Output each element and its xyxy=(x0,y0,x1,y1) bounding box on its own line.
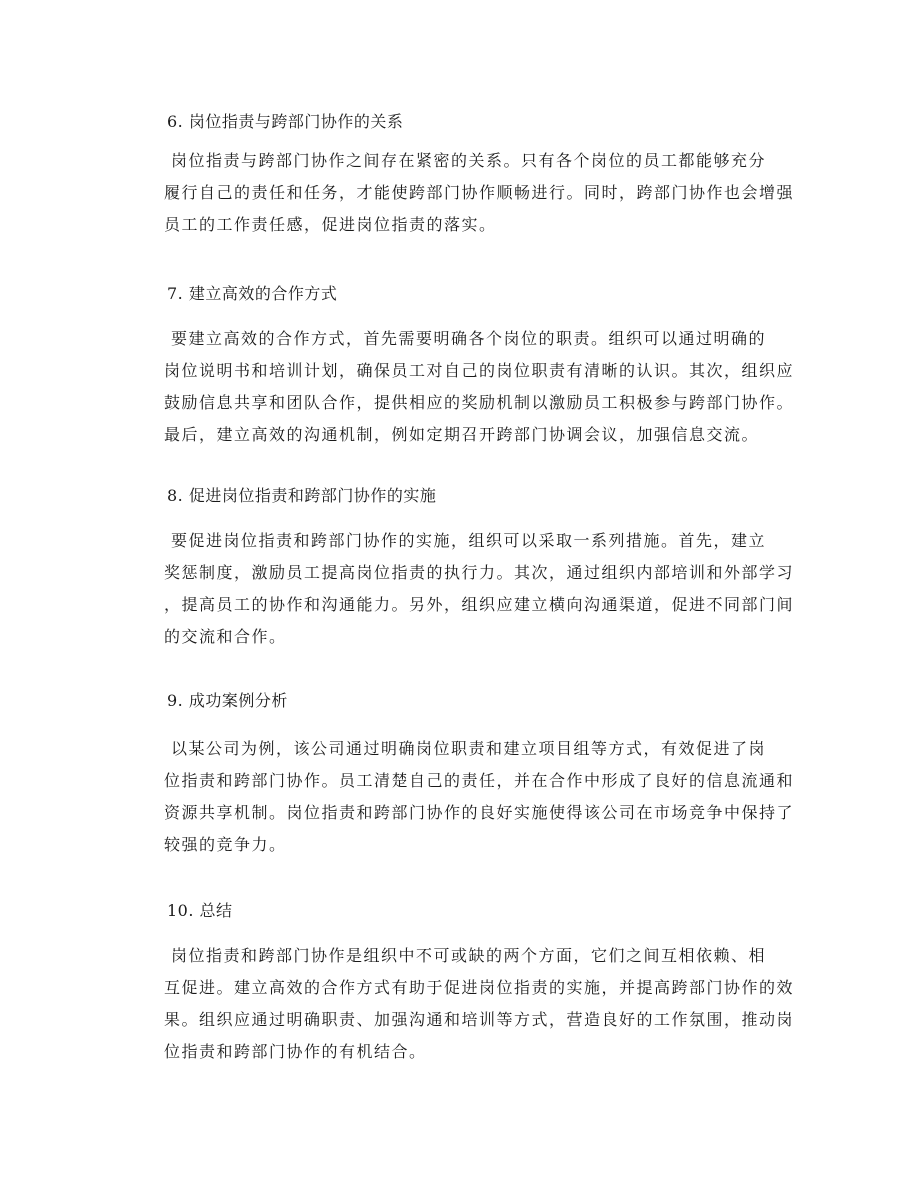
section-heading: 7. 建立高效的合作方式 xyxy=(167,284,338,303)
section-paragraph xyxy=(164,940,795,1068)
section-heading: 8. 促进岗位指责和跨部门协作的实施 xyxy=(167,486,437,505)
paragraph-line: ，提高员工的协作和沟通能力。另外，组织应建立横向沟通渠道，促进不同部门间 xyxy=(164,595,795,614)
section-10-body xyxy=(164,940,795,1068)
paragraph-line: 最后，建立高效的沟通机制，例如定期召开跨部门协调会议，加强信息交流。 xyxy=(164,425,760,444)
paragraph-line: 员工的工作责任感，促进岗位指责的落实。 xyxy=(164,215,497,234)
paragraph-line: 较强的竞争力。 xyxy=(164,835,287,854)
section-6 xyxy=(167,111,794,133)
paragraph-line: 以某公司为例，该公司通过明确岗位职责和建立项目组等方式，有效促进了岗 xyxy=(171,739,767,758)
section-paragraph xyxy=(164,733,795,861)
paragraph-line: 资源共享机制。岗位指责和跨部门协作的良好实施使得该公司在市场竞争中保持了 xyxy=(164,803,795,822)
paragraph-line: 鼓励信息共享和团队合作，提供相应的奖励机制以激励员工积极参与跨部门协作。 xyxy=(164,393,795,412)
section-10 xyxy=(167,900,794,922)
paragraph-line: 位指责和跨部门协作。员工清楚自己的责任，并在合作中形成了良好的信息流通和 xyxy=(164,771,795,790)
section-heading: 6. 岗位指责与跨部门协作的关系 xyxy=(167,112,404,131)
paragraph-line: 岗位指责与跨部门协作之间存在紧密的关系。只有各个岗位的员工都能够充分 xyxy=(171,151,767,170)
paragraph-line: 位指责和跨部门协作的有机结合。 xyxy=(164,1042,427,1061)
section-paragraph xyxy=(164,323,795,451)
paragraph-line: 岗位说明书和培训计划，确保员工对自己的岗位职责有清晰的认识。其次，组织应 xyxy=(164,361,795,380)
section-heading: 9. 成功案例分析 xyxy=(167,691,288,710)
section-7-body xyxy=(164,323,795,451)
section-8-body xyxy=(164,525,795,653)
section-6-body xyxy=(164,145,795,241)
paragraph-line: 履行自己的责任和任务，才能使跨部门协作顺畅进行。同时，跨部门协作也会增强 xyxy=(164,183,795,202)
section-8 xyxy=(167,485,794,507)
section-9 xyxy=(167,690,794,712)
paragraph-line: 岗位指责和跨部门协作是组织中不可或缺的两个方面，它们之间互相依赖、相 xyxy=(171,946,767,965)
paragraph-line: 互促进。建立高效的合作方式有助于促进岗位指责的实施，并提高跨部门协作的效 xyxy=(164,978,795,997)
paragraph-line: 的交流和合作。 xyxy=(164,627,287,646)
section-9-body xyxy=(164,733,795,861)
section-heading: 10. 总结 xyxy=(167,901,233,920)
paragraph-line: 果。组织应通过明确职责、加强沟通和培训等方式，营造良好的工作氛围，推动岗 xyxy=(164,1010,795,1029)
section-7 xyxy=(167,283,794,305)
section-paragraph xyxy=(164,145,795,241)
paragraph-line: 奖惩制度，激励员工提高岗位指责的执行力。其次，通过组织内部培训和外部学习 xyxy=(164,563,795,582)
paragraph-line: 要建立高效的合作方式，首先需要明确各个岗位的职责。组织可以通过明确的 xyxy=(171,329,767,348)
section-paragraph xyxy=(164,525,795,653)
paragraph-line: 要促进岗位指责和跨部门协作的实施，组织可以采取一系列措施。首先，建立 xyxy=(171,531,767,550)
